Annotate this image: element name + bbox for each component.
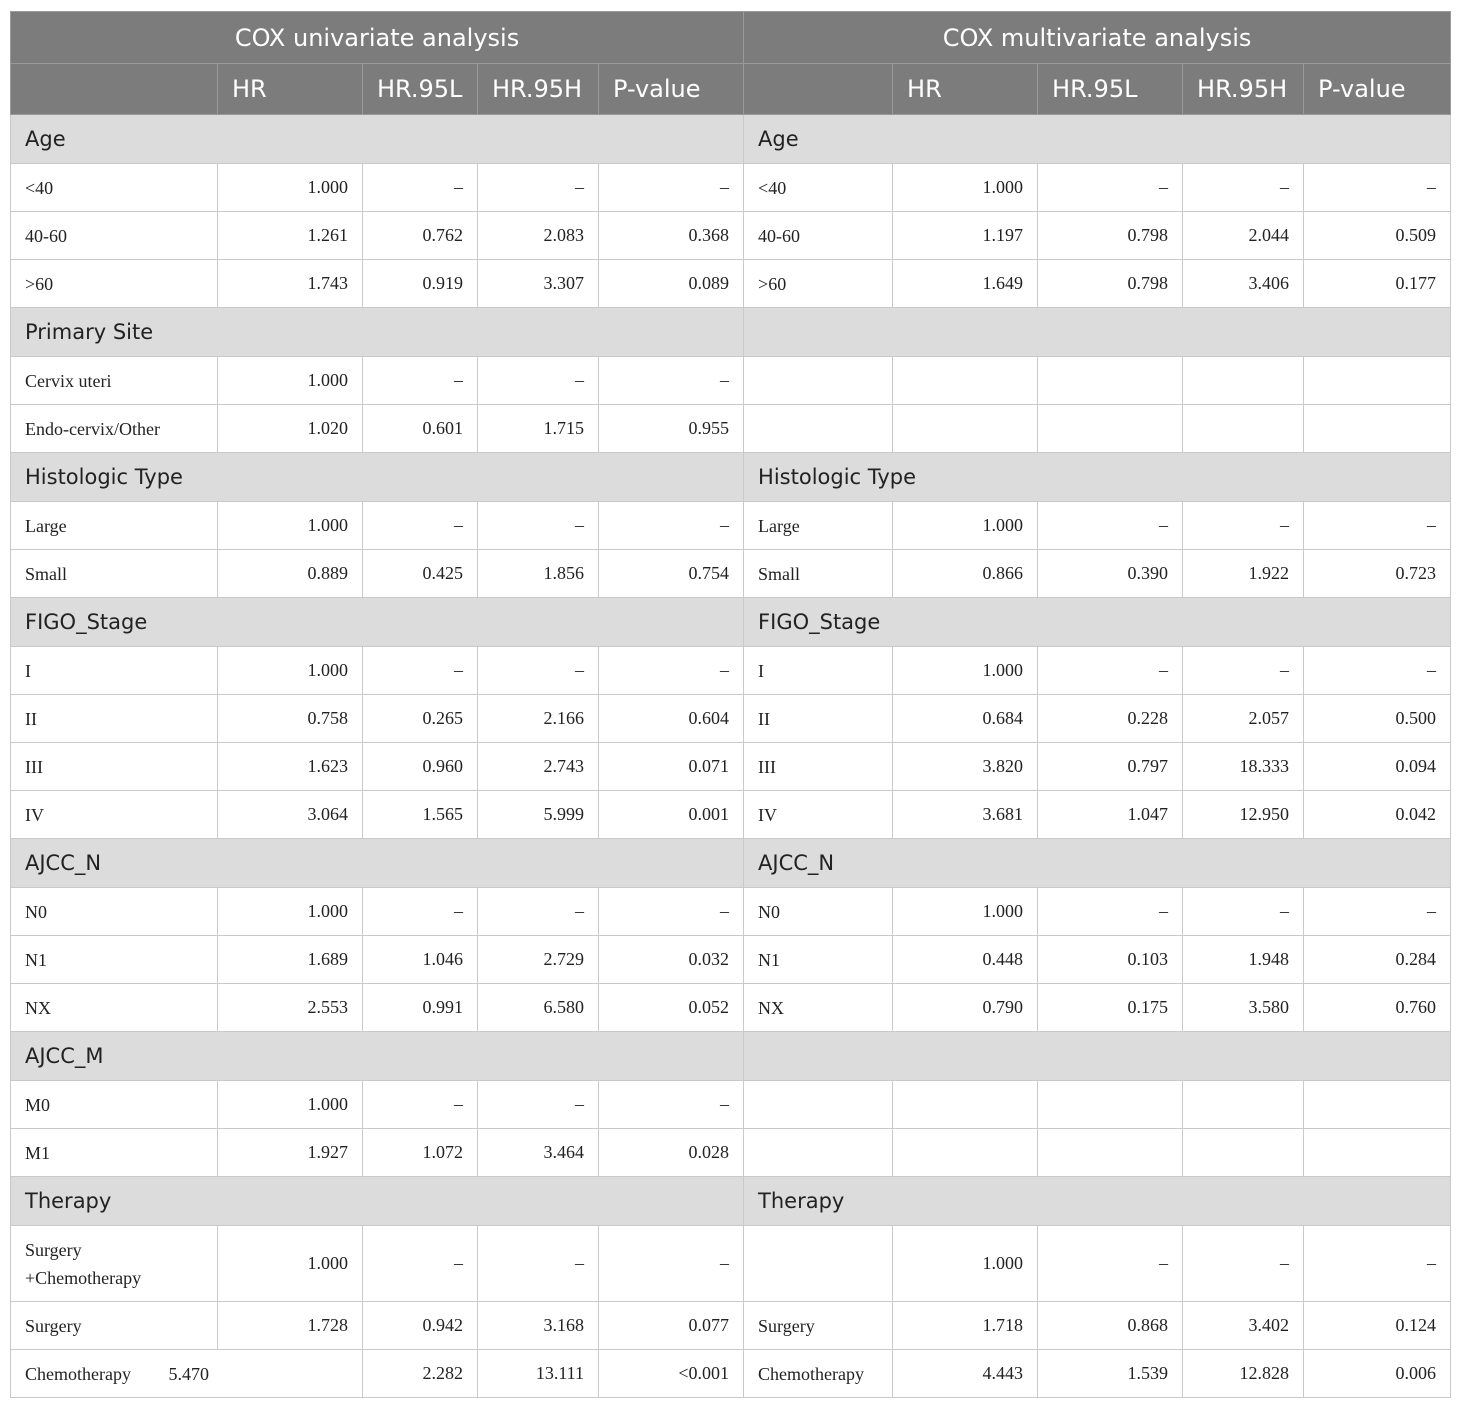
table-row xyxy=(11,936,1451,984)
value-cell-left: 0.265 xyxy=(363,695,478,743)
value-cell-right xyxy=(1038,405,1183,453)
table-row xyxy=(11,260,1451,308)
table-row xyxy=(11,984,1451,1032)
value-cell-right: 12.950 xyxy=(1183,791,1304,839)
cox-analysis-table xyxy=(10,11,1451,1398)
table-row xyxy=(11,743,1451,791)
value-cell-left: 0.955 xyxy=(599,405,744,453)
row-label-right: <40 xyxy=(744,164,893,212)
value-cell-left: – xyxy=(599,1226,744,1302)
row-label-right: N1 xyxy=(744,936,893,984)
value-cell-right xyxy=(1183,357,1304,405)
section-title-left: AJCC_M xyxy=(11,1032,744,1081)
value-cell-right: – xyxy=(1304,1226,1451,1302)
value-cell-left: – xyxy=(478,164,599,212)
value-cell-right xyxy=(1304,1129,1451,1177)
row-label-right: Surgery xyxy=(744,1302,893,1350)
table-row xyxy=(11,1129,1451,1177)
value-cell-right: 0.798 xyxy=(1038,212,1183,260)
value-cell-left: 0.762 xyxy=(363,212,478,260)
value-cell-right: – xyxy=(1304,502,1451,550)
value-cell-left: – xyxy=(599,1081,744,1129)
value-cell-right: 1.948 xyxy=(1183,936,1304,984)
value-cell-right xyxy=(1038,1081,1183,1129)
table-row xyxy=(11,1302,1451,1350)
value-cell-left: 0.028 xyxy=(599,1129,744,1177)
value-cell-left: 1.728 xyxy=(218,1302,363,1350)
value-cell-left: 1.000 xyxy=(218,1226,363,1302)
value-cell-left: 1.856 xyxy=(478,550,599,598)
row-label-line: M0 xyxy=(25,1094,51,1115)
table-row xyxy=(11,1081,1451,1129)
row-label-line: 40-60 xyxy=(25,225,67,246)
value-cell-right: 2.057 xyxy=(1183,695,1304,743)
section-header-row xyxy=(11,839,1451,888)
value-cell-left: 1.565 xyxy=(363,791,478,839)
value-cell-left: 0.089 xyxy=(599,260,744,308)
value-cell-right xyxy=(1304,357,1451,405)
value-cell-right: 0.177 xyxy=(1304,260,1451,308)
value-cell-right: 0.723 xyxy=(1304,550,1451,598)
value-cell-left: 3.064 xyxy=(218,791,363,839)
row-label-left xyxy=(11,695,218,743)
row-label-left xyxy=(11,1129,218,1177)
value-cell-right: 1.922 xyxy=(1183,550,1304,598)
value-cell-left: 0.071 xyxy=(599,743,744,791)
value-cell-right: 1.000 xyxy=(893,888,1038,936)
table-row xyxy=(11,1350,1451,1398)
value-cell-left: 0.960 xyxy=(363,743,478,791)
row-label-right: III xyxy=(744,743,893,791)
row-label-line: I xyxy=(25,660,31,681)
value-cell-left: 2.282 xyxy=(363,1350,478,1398)
row-label-left xyxy=(11,888,218,936)
row-label-right xyxy=(744,405,893,453)
value-cell-right: 0.284 xyxy=(1304,936,1451,984)
value-cell-right: 0.042 xyxy=(1304,791,1451,839)
row-label-right: N0 xyxy=(744,888,893,936)
value-cell-right: 0.790 xyxy=(893,984,1038,1032)
value-cell-left: – xyxy=(363,1226,478,1302)
row-label-left xyxy=(11,743,218,791)
row-label-line: NX xyxy=(25,997,51,1018)
value-cell-right: 0.448 xyxy=(893,936,1038,984)
section-header-row xyxy=(11,308,1451,357)
value-cell-left: – xyxy=(599,888,744,936)
value-cell-left: 2.166 xyxy=(478,695,599,743)
row-label-right: Large xyxy=(744,502,893,550)
value-cell-left: – xyxy=(478,1226,599,1302)
value-cell-left: 0.942 xyxy=(363,1302,478,1350)
row-label-right: Chemotherapy xyxy=(744,1350,893,1398)
row-label-right: IV xyxy=(744,791,893,839)
row-label-left xyxy=(11,647,218,695)
value-cell-right: – xyxy=(1038,1226,1183,1302)
value-cell-left: – xyxy=(478,357,599,405)
blank-header-right xyxy=(744,64,893,115)
value-cell-left: 1.000 xyxy=(218,164,363,212)
value-cell-left: 0.919 xyxy=(363,260,478,308)
value-cell-right xyxy=(1183,1129,1304,1177)
value-cell-right: 3.580 xyxy=(1183,984,1304,1032)
value-cell-right: – xyxy=(1304,888,1451,936)
col-hr95l-right: HR.95L xyxy=(1038,64,1183,115)
row-label-line: IV xyxy=(25,804,44,825)
value-cell-left: 0.032 xyxy=(599,936,744,984)
hr-value-left: 5.470 xyxy=(168,1363,209,1384)
row-label-line: M1 xyxy=(25,1142,51,1163)
row-label-line: >60 xyxy=(25,273,54,294)
row-label-right xyxy=(744,1226,893,1302)
section-title-left: AJCC_N xyxy=(11,839,744,888)
value-cell-left: 0.991 xyxy=(363,984,478,1032)
row-label-left xyxy=(11,164,218,212)
section-title-right: Age xyxy=(744,115,1451,164)
row-label-left xyxy=(11,1081,218,1129)
value-cell-right: 1.000 xyxy=(893,502,1038,550)
row-label-left xyxy=(11,550,218,598)
value-cell-left: 0.601 xyxy=(363,405,478,453)
row-label-left xyxy=(11,502,218,550)
value-cell-right xyxy=(893,405,1038,453)
value-cell-right: 2.044 xyxy=(1183,212,1304,260)
row-label-right xyxy=(744,1081,893,1129)
row-label-line: Surgery xyxy=(25,1239,82,1260)
value-cell-left: 2.743 xyxy=(478,743,599,791)
value-cell-left: – xyxy=(599,357,744,405)
value-cell-right: 1.718 xyxy=(893,1302,1038,1350)
section-header-row xyxy=(11,1032,1451,1081)
col-pvalue-right: P-value xyxy=(1304,64,1451,115)
value-cell-right: 1.000 xyxy=(893,164,1038,212)
section-title-left: Primary Site xyxy=(11,308,744,357)
table-row xyxy=(11,212,1451,260)
blank-header-left xyxy=(11,64,218,115)
row-label-left xyxy=(11,984,218,1032)
value-cell-right: 0.124 xyxy=(1304,1302,1451,1350)
value-cell-left: – xyxy=(478,647,599,695)
value-cell-right: 0.798 xyxy=(1038,260,1183,308)
value-cell-left: – xyxy=(363,1081,478,1129)
value-cell-right: 0.006 xyxy=(1304,1350,1451,1398)
section-title-right: FIGO_Stage xyxy=(744,598,1451,647)
row-label-left xyxy=(11,212,218,260)
table-row xyxy=(11,695,1451,743)
value-cell-right: 0.228 xyxy=(1038,695,1183,743)
value-cell-right: 0.103 xyxy=(1038,936,1183,984)
value-cell-right: – xyxy=(1183,1226,1304,1302)
value-cell-right: 0.797 xyxy=(1038,743,1183,791)
value-cell-left: 1.000 xyxy=(218,502,363,550)
value-cell-right: 0.684 xyxy=(893,695,1038,743)
col-hr-right: HR xyxy=(893,64,1038,115)
value-cell-left: 0.889 xyxy=(218,550,363,598)
row-label-line: Small xyxy=(25,563,68,584)
row-label-text: Chemotherapy xyxy=(25,1363,131,1384)
value-cell-right: 1.047 xyxy=(1038,791,1183,839)
row-label-left xyxy=(11,791,218,839)
value-cell-left: 0.425 xyxy=(363,550,478,598)
col-hr95h-left: HR.95H xyxy=(478,64,599,115)
univariate-header: COX univariate analysis xyxy=(11,12,744,64)
value-cell-right xyxy=(893,357,1038,405)
value-cell-left: 0.758 xyxy=(218,695,363,743)
col-hr95h-right: HR.95H xyxy=(1183,64,1304,115)
row-label-left xyxy=(11,357,218,405)
column-header-row xyxy=(11,64,1451,115)
value-cell-left: – xyxy=(363,647,478,695)
value-cell-left: 3.307 xyxy=(478,260,599,308)
value-cell-left: 0.001 xyxy=(599,791,744,839)
value-cell-left: 1.927 xyxy=(218,1129,363,1177)
value-cell-left: 1.743 xyxy=(218,260,363,308)
section-title-left: Histologic Type xyxy=(11,453,744,502)
section-title-right xyxy=(744,308,1451,357)
value-cell-right: 1.197 xyxy=(893,212,1038,260)
value-cell-right: – xyxy=(1183,647,1304,695)
value-cell-right: – xyxy=(1183,164,1304,212)
value-cell-left: 1.000 xyxy=(218,357,363,405)
value-cell-right: – xyxy=(1038,502,1183,550)
value-cell-left: 2.729 xyxy=(478,936,599,984)
value-cell-right: 3.681 xyxy=(893,791,1038,839)
col-pvalue-left: P-value xyxy=(599,64,744,115)
group-header-row xyxy=(11,12,1451,64)
row-label-line: Surgery xyxy=(25,1315,82,1336)
value-cell-right: – xyxy=(1304,647,1451,695)
value-cell-left: 5.999 xyxy=(478,791,599,839)
value-cell-right xyxy=(893,1081,1038,1129)
value-cell-left: – xyxy=(363,357,478,405)
value-cell-right xyxy=(1183,405,1304,453)
value-cell-left: – xyxy=(478,1081,599,1129)
value-cell-left: 3.168 xyxy=(478,1302,599,1350)
row-label-left xyxy=(11,936,218,984)
value-cell-right: 12.828 xyxy=(1183,1350,1304,1398)
value-cell-left: 1.000 xyxy=(218,888,363,936)
value-cell-left: 2.083 xyxy=(478,212,599,260)
table-row xyxy=(11,357,1451,405)
table-row xyxy=(11,1226,1451,1302)
value-cell-right: 18.333 xyxy=(1183,743,1304,791)
row-label-left xyxy=(11,1350,363,1398)
section-title-right: Therapy xyxy=(744,1177,1451,1226)
value-cell-left: <0.001 xyxy=(599,1350,744,1398)
value-cell-right: – xyxy=(1183,502,1304,550)
row-label-line: Endo-cervix/Other xyxy=(25,418,160,439)
section-header-row xyxy=(11,115,1451,164)
row-label-right: Small xyxy=(744,550,893,598)
section-header-row xyxy=(11,1177,1451,1226)
multivariate-header: COX multivariate analysis xyxy=(744,12,1451,64)
row-label-line: Large xyxy=(25,515,67,536)
section-title-left: Age xyxy=(11,115,744,164)
value-cell-left: 0.754 xyxy=(599,550,744,598)
table-row xyxy=(11,502,1451,550)
row-label-right: I xyxy=(744,647,893,695)
section-title-right: Histologic Type xyxy=(744,453,1451,502)
row-label-line: <40 xyxy=(25,177,54,198)
section-title-right: AJCC_N xyxy=(744,839,1451,888)
section-header-row xyxy=(11,598,1451,647)
row-label-right xyxy=(744,357,893,405)
table-row xyxy=(11,550,1451,598)
row-label-line: III xyxy=(25,756,43,777)
section-title-left: Therapy xyxy=(11,1177,744,1226)
value-cell-right: 0.868 xyxy=(1038,1302,1183,1350)
table-row xyxy=(11,791,1451,839)
value-cell-right: 4.443 xyxy=(893,1350,1038,1398)
value-cell-right: 0.175 xyxy=(1038,984,1183,1032)
value-cell-right: – xyxy=(1038,164,1183,212)
value-cell-right: 0.866 xyxy=(893,550,1038,598)
value-cell-left: 0.368 xyxy=(599,212,744,260)
value-cell-left: 0.077 xyxy=(599,1302,744,1350)
table-row xyxy=(11,164,1451,212)
value-cell-right: – xyxy=(1038,647,1183,695)
value-cell-left: 1.715 xyxy=(478,405,599,453)
row-label-right: II xyxy=(744,695,893,743)
value-cell-right: – xyxy=(1183,888,1304,936)
row-label-left xyxy=(11,1302,218,1350)
row-label-right: >60 xyxy=(744,260,893,308)
value-cell-right xyxy=(1304,405,1451,453)
col-hr95l-left: HR.95L xyxy=(363,64,478,115)
section-title-left: FIGO_Stage xyxy=(11,598,744,647)
row-label-line: Cervix uteri xyxy=(25,370,112,391)
value-cell-left: – xyxy=(478,888,599,936)
row-label-left xyxy=(11,260,218,308)
value-cell-right: 1.000 xyxy=(893,1226,1038,1302)
value-cell-left: 1.261 xyxy=(218,212,363,260)
row-label-left xyxy=(11,405,218,453)
section-title-right xyxy=(744,1032,1451,1081)
row-label-left xyxy=(11,1226,218,1302)
value-cell-right: 0.390 xyxy=(1038,550,1183,598)
value-cell-left: – xyxy=(363,164,478,212)
value-cell-right: 1.649 xyxy=(893,260,1038,308)
section-header-row xyxy=(11,453,1451,502)
value-cell-left: 1.000 xyxy=(218,647,363,695)
row-label-right: 40-60 xyxy=(744,212,893,260)
value-cell-left: 13.111 xyxy=(478,1350,599,1398)
row-label-line: +Chemotherapy xyxy=(25,1267,142,1288)
row-label-line: II xyxy=(25,708,37,729)
value-cell-right: 3.402 xyxy=(1183,1302,1304,1350)
value-cell-left: – xyxy=(599,502,744,550)
value-cell-right: – xyxy=(1038,888,1183,936)
row-label-line: N1 xyxy=(25,949,47,970)
value-cell-left: – xyxy=(599,647,744,695)
value-cell-right: 0.760 xyxy=(1304,984,1451,1032)
row-label-right xyxy=(744,1129,893,1177)
value-cell-right xyxy=(1304,1081,1451,1129)
value-cell-left: – xyxy=(363,502,478,550)
value-cell-left: 2.553 xyxy=(218,984,363,1032)
value-cell-right: 0.509 xyxy=(1304,212,1451,260)
table-row xyxy=(11,888,1451,936)
value-cell-left: 0.604 xyxy=(599,695,744,743)
value-cell-left: – xyxy=(363,888,478,936)
value-cell-right: 3.406 xyxy=(1183,260,1304,308)
value-cell-left: 1.689 xyxy=(218,936,363,984)
value-cell-left: 1.072 xyxy=(363,1129,478,1177)
value-cell-right xyxy=(893,1129,1038,1177)
table-row xyxy=(11,647,1451,695)
col-hr-left: HR xyxy=(218,64,363,115)
value-cell-left: 0.052 xyxy=(599,984,744,1032)
value-cell-left: 1.046 xyxy=(363,936,478,984)
value-cell-right xyxy=(1038,357,1183,405)
value-cell-left: 3.464 xyxy=(478,1129,599,1177)
row-label-line: N0 xyxy=(25,901,47,922)
value-cell-right: 0.094 xyxy=(1304,743,1451,791)
value-cell-left: 1.000 xyxy=(218,1081,363,1129)
value-cell-right: 1.539 xyxy=(1038,1350,1183,1398)
value-cell-left: – xyxy=(478,502,599,550)
value-cell-left: 1.020 xyxy=(218,405,363,453)
value-cell-left: 1.623 xyxy=(218,743,363,791)
value-cell-right: – xyxy=(1304,164,1451,212)
value-cell-right xyxy=(1038,1129,1183,1177)
value-cell-right: 3.820 xyxy=(893,743,1038,791)
value-cell-right xyxy=(1183,1081,1304,1129)
table-row xyxy=(11,405,1451,453)
row-label-right: NX xyxy=(744,984,893,1032)
value-cell-left: – xyxy=(599,164,744,212)
value-cell-left: 6.580 xyxy=(478,984,599,1032)
value-cell-right: 1.000 xyxy=(893,647,1038,695)
value-cell-right: 0.500 xyxy=(1304,695,1451,743)
